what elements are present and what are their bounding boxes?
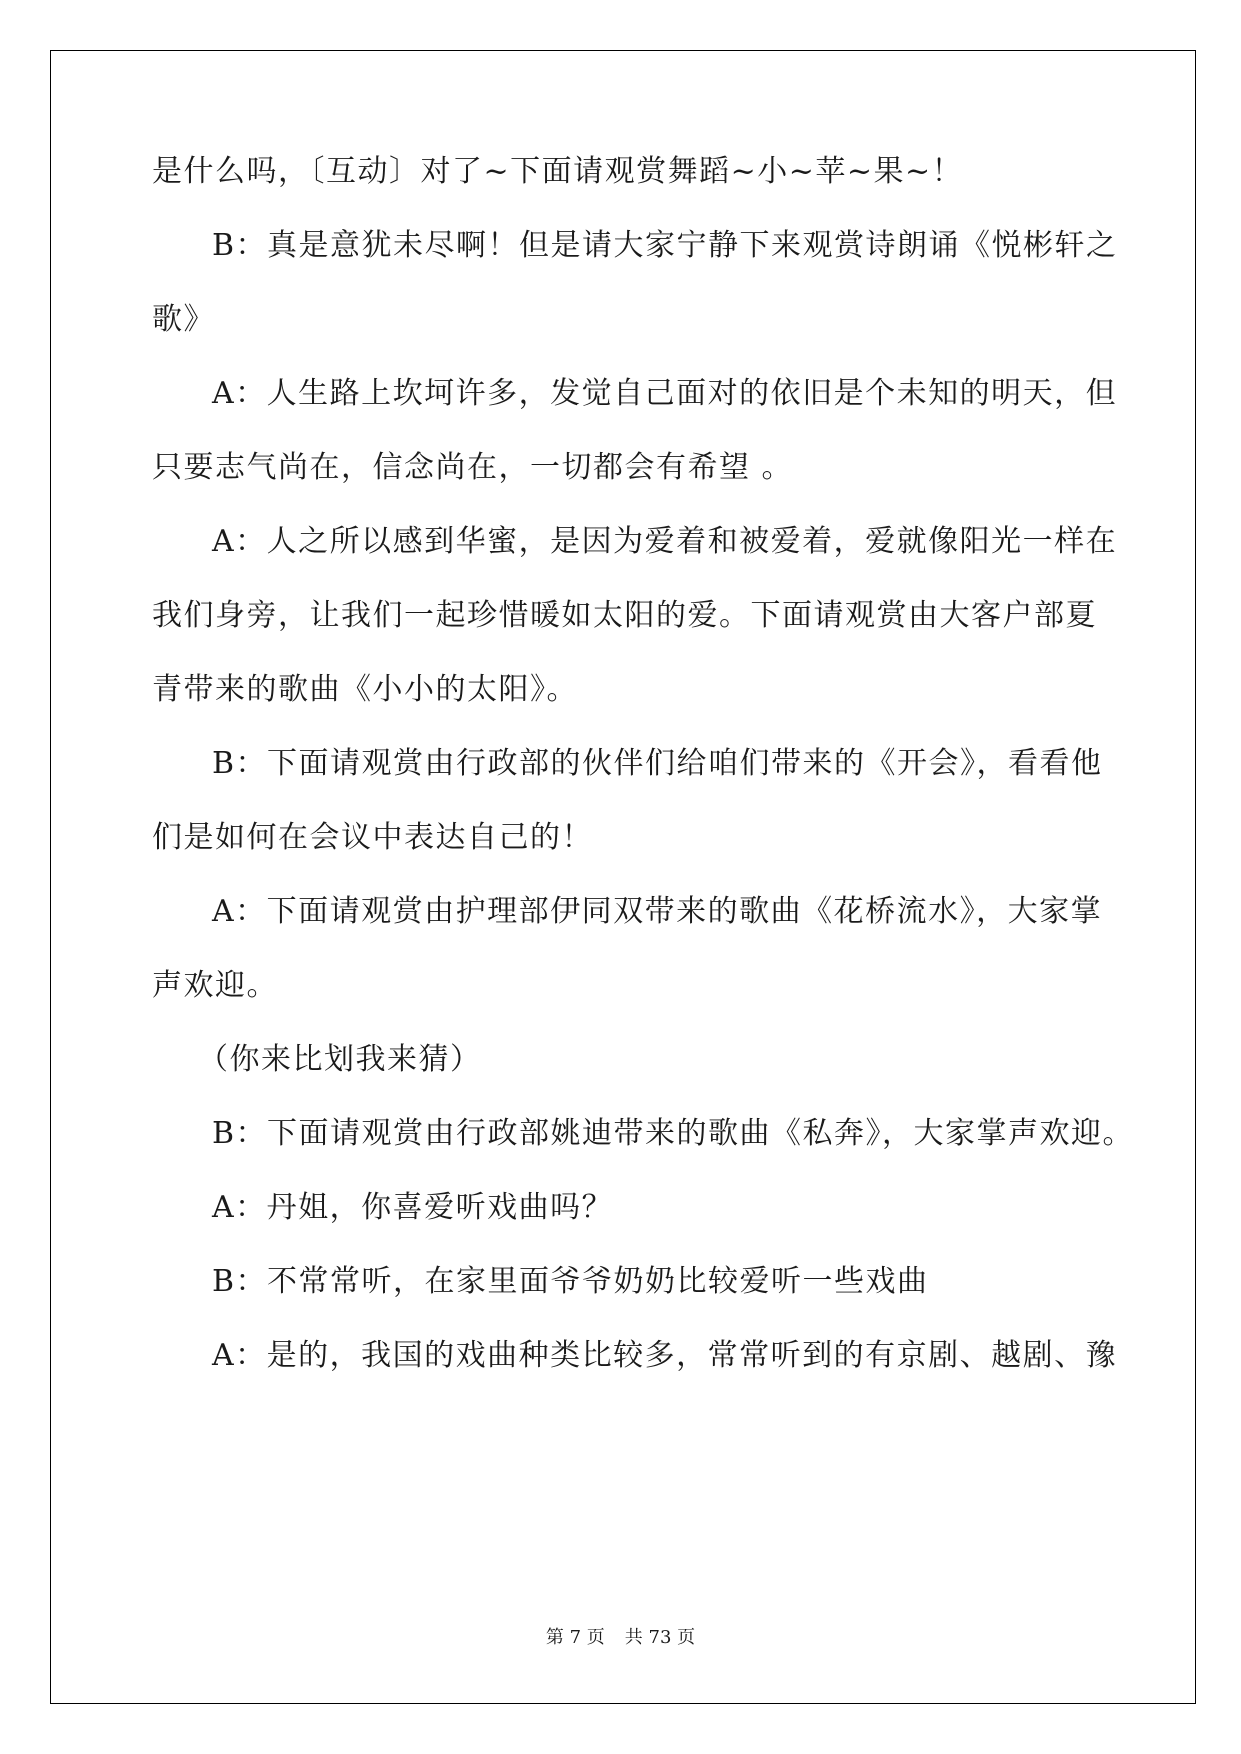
text-line: 我们身旁，让我们一起珍惜暖如太阳的爱。下面请观赏由大客户部夏: [152, 598, 1097, 633]
text-line: 们是如何在会议中表达自己的！: [152, 820, 593, 855]
text-line: A：下面请观赏由护理部伊同双带来的歌曲《花桥流水》，大家掌: [212, 894, 1103, 929]
text-line: 只要志气尚在，信念尚在，一切都会有希望 。: [152, 450, 794, 485]
page-number: 第 7 页: [545, 1627, 605, 1648]
page-border: [50, 50, 1196, 1704]
text-line: 歌》: [152, 302, 215, 337]
text-line: B：不常常听，在家里面爷爷奶奶比较爱听一些戏曲: [212, 1264, 929, 1299]
text-line: B：真是意犹未尽啊！但是请大家宁静下来观赏诗朗诵《悦彬轩之: [212, 228, 1118, 263]
page-total: 共 73 页: [624, 1627, 696, 1648]
text-line: A：丹姐，你喜爱听戏曲吗？: [212, 1190, 614, 1225]
text-line: A：是的，我国的戏曲种类比较多，常常听到的有京剧、越剧、豫: [212, 1338, 1118, 1373]
text-line: 声欢迎。: [152, 968, 278, 1003]
text-line: B：下面请观赏由行政部姚迪带来的歌曲《私奔》，大家掌声欢迎。: [212, 1116, 1135, 1151]
page-footer: [0, 1623, 1241, 1649]
text-line: A：人生路上坎坷许多，发觉自己面对的依旧是个未知的明天，但: [212, 376, 1118, 411]
text-line: 是什么吗，〔互动〕对了~下面请观赏舞蹈~小~苹~果~！: [152, 154, 964, 189]
text-line: （你来比划我来猜）: [198, 1042, 482, 1077]
text-line: A：人之所以感到华蜜，是因为爱着和被爱着，爱就像阳光一样在: [212, 524, 1118, 559]
text-line: 青带来的歌曲《小小的太阳》。: [152, 672, 578, 707]
text-line: B：下面请观赏由行政部的伙伴们给咱们带来的《开会》，看看他: [212, 746, 1103, 781]
